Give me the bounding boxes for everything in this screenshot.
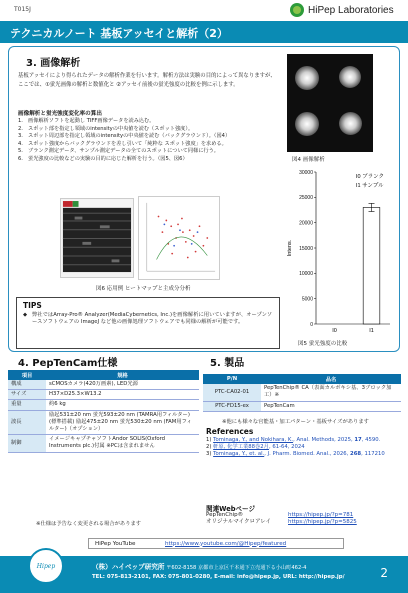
- step-item: [18, 118, 280, 126]
- product-name: PepTenCam: [261, 401, 401, 411]
- spec-key: 構成: [8, 380, 46, 390]
- section5-title: 5. 製品: [210, 358, 245, 369]
- spec-row: [8, 400, 199, 410]
- step-item: [18, 148, 280, 156]
- section3-intro: 基板アッセイにより得られたデータの解析作業を行います。解析方法は実験の目的によって異なりますが、ここでは、①蛍光画像の解析と数値化と ②アッセイ前後の蛍光強度の比較を例に示します。: [18, 73, 276, 88]
- spec-note: ※仕様は予告なく変更される場合があります: [36, 521, 142, 527]
- product-header-pn: P/N: [203, 374, 261, 384]
- ref-number: 1): [206, 437, 214, 443]
- spec-key: 重量: [8, 400, 46, 410]
- fig5-caption: 図5 蛍光強度の比較: [298, 341, 348, 347]
- ref-journal: , Anal. Methods, 2025,: [293, 437, 355, 443]
- section3-subhead: 画像解析と蛍光強度変化率の算出: [18, 111, 102, 117]
- step-number: 5.: [18, 148, 23, 155]
- y-tick-label: 25000: [299, 195, 313, 202]
- product-pn: PTC-FD15-ex: [203, 401, 261, 411]
- spec-key: 制御: [8, 435, 46, 452]
- web-link-url[interactable]: https://hipep.jp/?p=5825: [288, 519, 357, 526]
- step-number: 4.: [18, 140, 23, 147]
- ref-volume: 17: [354, 437, 362, 443]
- y-tick-label: 5000: [301, 296, 313, 303]
- step-number: 2.: [18, 125, 23, 132]
- bullet-icon: ◆: [23, 312, 28, 318]
- product-row: [203, 401, 401, 411]
- logo-text: HiPep Laboratories: [308, 4, 394, 16]
- ref-volume: 268: [350, 451, 362, 458]
- pca-scatter-image: [138, 196, 220, 280]
- ref-authors[interactable]: 軒原, 化学工業88巻2月: [213, 444, 269, 451]
- reference-item: [206, 444, 402, 451]
- ref-pages: , 117210: [361, 451, 385, 458]
- product-header-name: 品名: [261, 374, 401, 384]
- ref-authors[interactable]: Tominaga, Y., et. al.: [213, 451, 265, 458]
- spec-row: [8, 435, 199, 452]
- step-text: 蛍光強度の比較などの実験の目的に応じた解析を行う。（図5、図6）: [28, 155, 188, 162]
- spec-value: sCMOSカメラ(420万画素), LED光源: [46, 380, 199, 390]
- document-code: T015J: [14, 6, 31, 13]
- references-title: References: [206, 427, 254, 436]
- fluorescence-image: [287, 54, 373, 152]
- product-row: [203, 384, 401, 401]
- spec-value: 約6 kg: [46, 400, 199, 410]
- ref-number: 3): [206, 451, 214, 458]
- tips-box: [16, 297, 280, 349]
- footer-company: （株）ハイペップ研究所: [92, 563, 165, 571]
- heatmap-image: [60, 198, 134, 278]
- footer-address-line: [92, 561, 306, 571]
- bar: [363, 207, 380, 324]
- step-number: 6.: [18, 155, 23, 162]
- youtube-label: HiPep YouTube: [95, 540, 136, 547]
- step-text: 画像解析ソフトを起動し TIFF画像データを読み込む。: [28, 118, 155, 124]
- spec-value: 励起531±20 nm 蛍光593±20 nm (TAMRA用フィルター)(標準搭載) 励起475±20 nm 蛍光530±20 nm (FAM用フィルター)（オプション）: [46, 410, 199, 435]
- spec-key: サイズ: [8, 390, 46, 400]
- y-axis-label: Intens.: [287, 239, 293, 257]
- spec-value: H37×D25.3×W13.2: [46, 390, 199, 400]
- step-text: スポット部を指定し領域のintensityの中央値を読む（スポット強度）。: [28, 125, 194, 132]
- x-tick-label: I0: [332, 328, 337, 334]
- step-text: ブランク測定データ、サンプル測定データの全てのスポットについて同様に行う。: [28, 148, 219, 155]
- legend-entry: I0 ブランク: [356, 174, 385, 180]
- page-title: テクニカルノート 基板アッセイと解析（2）: [0, 21, 408, 43]
- y-tick-label: 15000: [299, 245, 313, 252]
- section4-title: 4. PepTenCam仕様: [18, 358, 118, 369]
- tips-title: TIPS: [23, 301, 42, 310]
- spec-table: [8, 370, 199, 453]
- web-link-url[interactable]: https://hipep.jp/?p=781: [288, 512, 354, 518]
- spec-header-item: 項目: [8, 370, 46, 380]
- spec-row: [8, 380, 199, 390]
- spec-row: [8, 390, 199, 400]
- fig4-caption: 図4 画像解析: [292, 157, 325, 163]
- ref-number: 2): [206, 444, 214, 451]
- reference-item: [206, 451, 402, 458]
- footer-logo: Hipep: [28, 548, 64, 584]
- section3-title: 3. 画像解析: [26, 58, 81, 69]
- youtube-bar: [88, 538, 344, 549]
- web-title: 関連Webページ: [206, 505, 256, 513]
- web-links: [206, 512, 402, 527]
- y-tick-label: 30000: [299, 169, 313, 176]
- step-item: [18, 156, 280, 164]
- ref-journal: , 61-64, 2024: [268, 444, 305, 451]
- spec-value: イメージキャプチャソフトAndor SOLIS(Oxford Instruments plc.)付属 ※PCは含まれません: [46, 435, 199, 452]
- spec-header-value: 規格: [46, 370, 199, 380]
- legend-entry: I1 サンプル: [356, 183, 384, 189]
- references-list: [206, 437, 402, 459]
- product-note: ※他にも様々な官能基・加工パターン・基板サイズがあります: [222, 419, 369, 425]
- ref-pages: , 4590.: [361, 437, 381, 443]
- web-link-label: PepTenChip®: [206, 512, 244, 518]
- steps-list: [18, 118, 280, 164]
- spec-key: 波長: [8, 410, 46, 435]
- y-tick-label: 10000: [299, 271, 313, 278]
- web-link-row: [206, 519, 402, 526]
- product-table: [203, 374, 401, 412]
- step-item: [18, 133, 280, 141]
- y-tick-label: 20000: [299, 220, 313, 227]
- page-number: 2: [380, 566, 388, 580]
- spec-row: [8, 410, 199, 435]
- step-number: 1.: [18, 118, 23, 124]
- product-name: PepTenChip® CA（表面カルボキシ基、3ブロック加工）※: [261, 384, 401, 401]
- footer-address: 〒602-8158 京都市上京区千本通下立売通下る小山町462-4: [166, 565, 307, 571]
- step-text: スポット強度からバックグラウンドを差し引いて「純粋な スポット強度」を求める。: [28, 140, 227, 147]
- step-number: 3.: [18, 133, 23, 140]
- tips-text: 弊社ではArray-Pro® Analyzer(MediaCybernetics, Inc.)を画像解析に用いていますが、オープンソースソフトウェアの ImageJ など他の画像処理ソフトウェアでも同様の解析が可能です。: [32, 312, 273, 326]
- logo-icon: [290, 3, 304, 17]
- y-tick-label: 0: [310, 321, 313, 328]
- youtube-link[interactable]: https://www.youtube.com/@Hipep/featured: [165, 540, 287, 547]
- footer-contact: TEL: 075-813-2101, FAX: 075-801-0280, E-mail: info@hipep.jp, URL: http://hipep.jp/: [92, 574, 345, 580]
- product-pn: PTC-CA02-01: [203, 384, 261, 401]
- fig6-caption: 図6 応用例 ヒートマップと主成分分析: [96, 286, 191, 292]
- x-tick-label: I1: [369, 328, 374, 334]
- ref-authors[interactable]: Tominaga, Y., and Nokihara, K.: [213, 437, 294, 443]
- ref-journal: , J. Pharm. Biomed. Anal., 2026,: [264, 451, 351, 458]
- web-link-label: オリジナルマイクロアレイ: [206, 519, 272, 526]
- intensity-bar-chart: [286, 164, 398, 339]
- step-text: スポット周辺部を指定し領域のintensityの中央値を読む（バックグラウンド）。（図4）: [28, 133, 231, 140]
- company-logo: [290, 2, 400, 18]
